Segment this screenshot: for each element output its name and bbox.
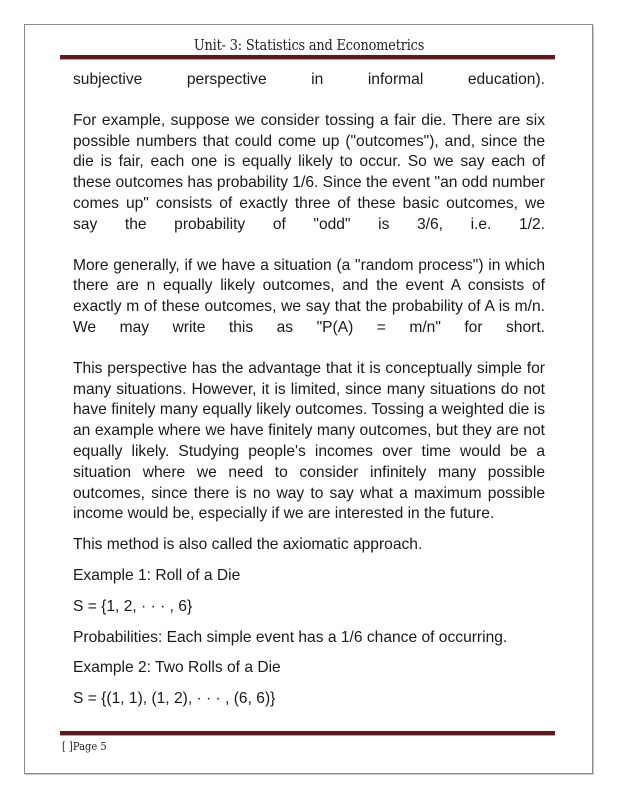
example-1-title: Example 1: Roll of a Die [73,566,241,584]
footer-rule [60,731,555,736]
header-rule [60,55,555,60]
example-2-title: Example 2: Two Rolls of a Die [73,659,281,677]
continuation-line: subjective perspective in informal education). [73,71,545,88]
page-number: [ ]Page 5 [62,740,107,753]
running-header-title: Unit- 3: Statistics and Econometrics [193,36,425,54]
example-1-sample-space: S = {1, 2, · · · , 6} [73,597,193,615]
paragraph-general-definition: More generally, if we have a situation (a "random process") in which there are n equally likely outcomes, and the event A consists of exactly m of these outcomes, we say that the probability of A is m/n. We may write this as "P(A) = m/n" for short. [73,256,545,336]
page-body [73,70,545,710]
example-2-sample-space: S = {(1, 1), (1, 2), · · · , (6, 6)} [73,690,276,708]
paragraph-fair-die: For example, suppose we consider tossing a fair die. There are six possible numbers that could come up ("outcomes"), and, since the die is fair, each one is equally likely to occur. So we say each of these outcomes has probability 1/6. Since the event "an odd number comes up" consists of exactly three of these basic outcomes, we say the probability of "odd" is 3/6, i.e. 1/2. [73,111,545,233]
paragraph-limitations: This perspective has the advantage that it is conceptually simple for many situations. However, it is limited, since many situations do not have finitely many equally likely outcomes. Tossing a weighted die is an example where we have finitely many outcomes, but they are not equally likely. Studying people's incomes over time would be a situation where we need to consider infinitely many possible outcomes, since there is no way to say what a maximum possible income would be, especially if we are interested in the future. [73,359,545,523]
example-1-probabilities: Probabilities: Each simple event has a 1/6 chance of occurring. [73,628,508,646]
axiomatic-note: This method is also called the axiomatic approach. [73,536,423,554]
